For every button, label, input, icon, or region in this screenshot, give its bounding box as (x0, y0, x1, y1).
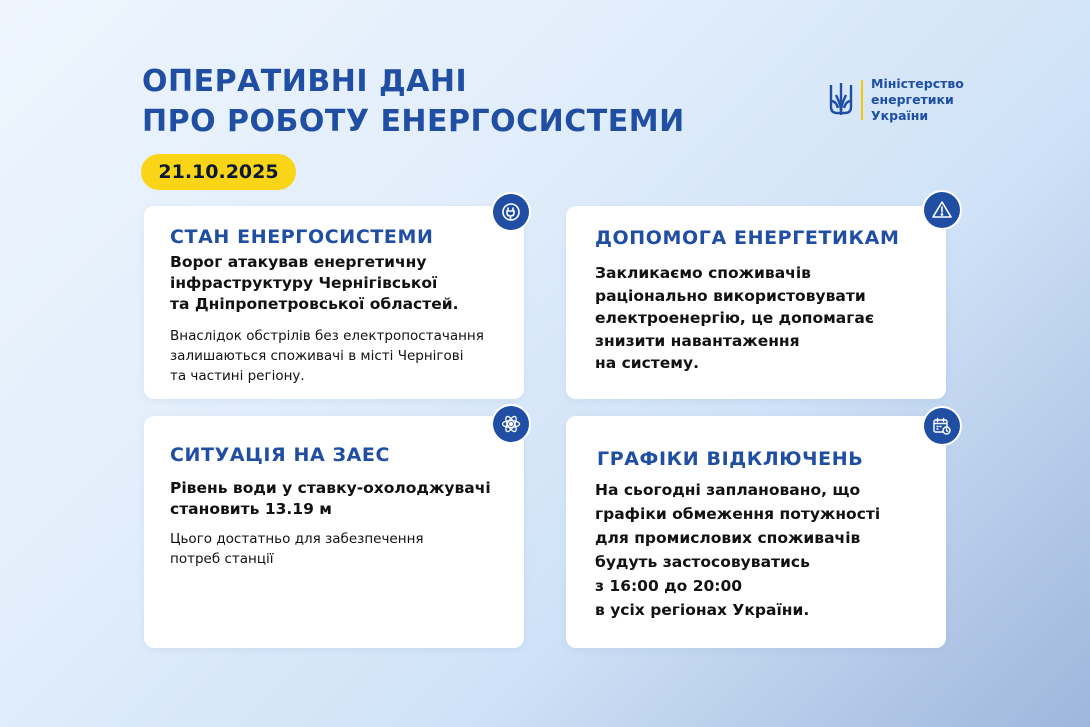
calendar-clock-icon (924, 408, 960, 444)
power-plug-icon (493, 194, 529, 230)
card-title: ГРАФІКИ ВІДКЛЮЧЕНЬ (597, 448, 864, 470)
note-line: залишаються споживачі в місті Чернігові (170, 348, 464, 364)
card-zaes (144, 416, 524, 648)
lead-line: На сьогодні заплановано, що (595, 481, 861, 499)
lead-line: електроенергію, це допомагає (595, 309, 875, 327)
lead-line: раціонально використовувати (595, 286, 866, 305)
lead-line: становить 13.19 м (170, 500, 332, 518)
card-title: СИТУАЦІЯ НА ЗАЕС (170, 444, 391, 466)
lead-line: Закликаємо споживачів (595, 264, 811, 282)
card-lead-text (595, 262, 874, 375)
card-title: ДОПОМОГА ЕНЕРГЕТИКАМ (595, 227, 900, 249)
warning-icon (924, 192, 960, 228)
lead-line: на систему. (595, 354, 699, 372)
lead-line: та Дніпропетровської областей. (170, 295, 459, 313)
lead-line: інфраструктуру Чернігівської (170, 274, 438, 292)
lead-line: графіки обмеження потужності (595, 505, 881, 523)
card-energy-system (144, 206, 524, 399)
logo-divider (861, 80, 863, 120)
ministry-name (871, 76, 964, 124)
lead-line: для промислових споживачів (595, 529, 861, 547)
card-help (566, 206, 946, 399)
card-lead-text (170, 478, 491, 520)
page-title-line-2: ПРО РОБОТУ ЕНЕРГОСИСТЕМИ (142, 104, 685, 139)
card-lead-text (595, 478, 880, 622)
lead-line: Рівень води у ставку-охолоджувачі (170, 479, 491, 497)
note-line: потреб станції (170, 551, 274, 567)
page-title (142, 62, 685, 142)
ministry-name-line-3: України (871, 108, 929, 123)
atom-icon (493, 406, 529, 442)
note-line: Внаслідок обстрілів без електропостачання (170, 328, 484, 344)
ministry-logo (828, 76, 964, 124)
lead-line: знизити навантаження (595, 331, 800, 350)
note-line: та частині регіону. (170, 368, 305, 384)
lead-line: в усіх регіонах України. (595, 601, 810, 619)
page-title-line-1: ОПЕРАТИВНІ ДАНІ (142, 64, 468, 99)
card-title: СТАН ЕНЕРГОСИСТЕМИ (170, 226, 434, 248)
card-note-text (170, 529, 424, 569)
ministry-name-line-2: енергетики (871, 92, 954, 107)
lead-line: Ворог атакував енергетичну (170, 253, 427, 271)
date-badge: 21.10.2025 (141, 154, 296, 190)
lead-line: з 16:00 до 20:00 (595, 577, 743, 595)
note-line: Цього достатньо для забезпечення (170, 531, 424, 547)
card-lead-text (170, 252, 458, 315)
trident-icon (828, 81, 854, 119)
ministry-name-line-1: Міністерство (871, 76, 964, 91)
lead-line: будуть застосовуватись (595, 553, 810, 571)
card-schedules (566, 416, 946, 648)
card-note-text (170, 326, 484, 386)
